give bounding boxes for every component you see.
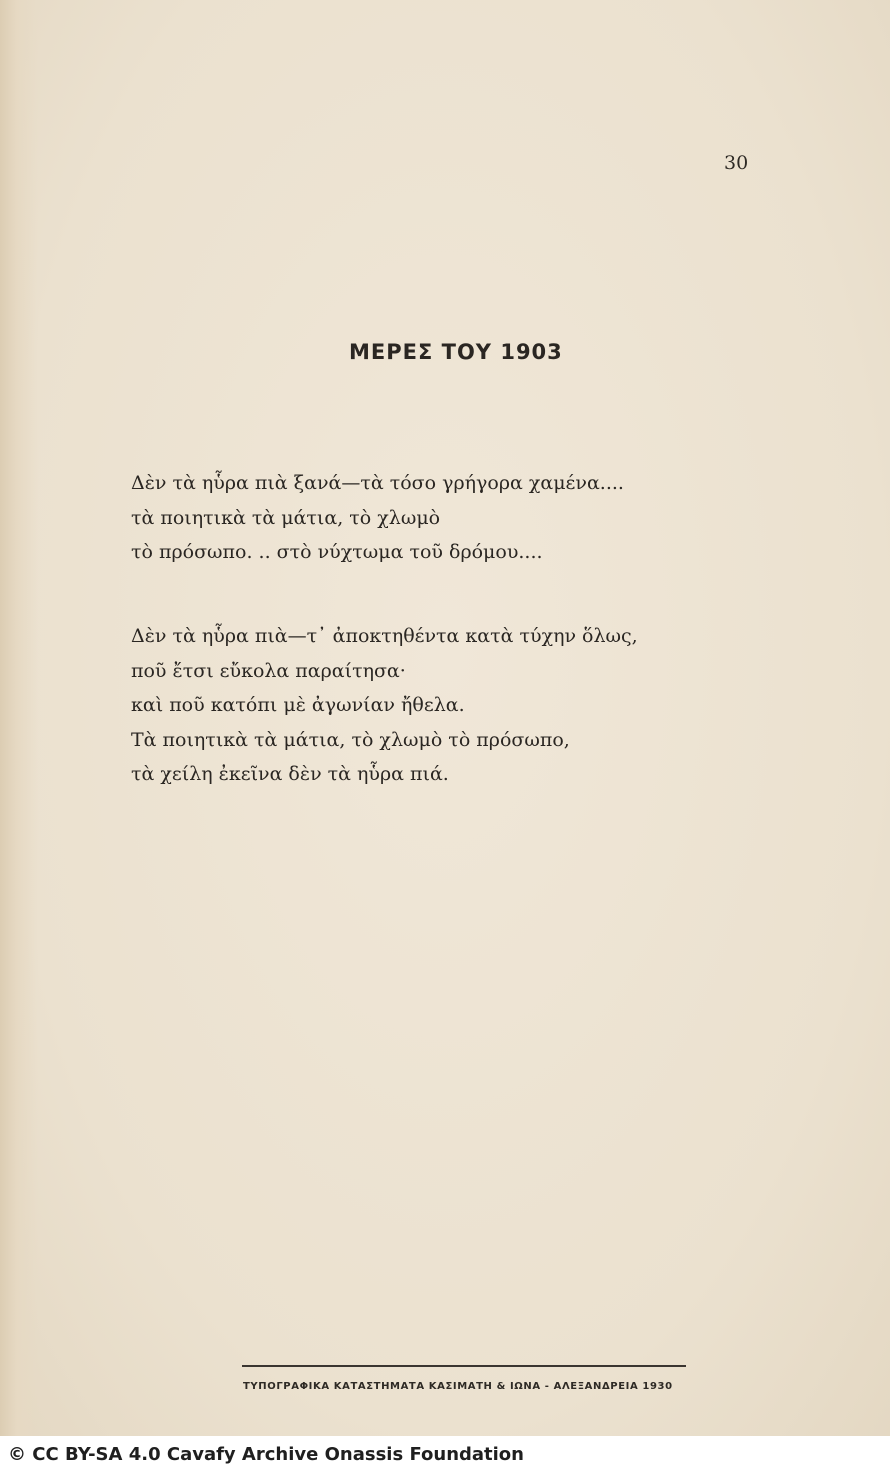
copyright-credit: © CC BY-SA 4.0 Cavafy Archive Onassis Foundation xyxy=(8,1444,524,1465)
poem-line: τὸ πρόσωπο. .. στὸ νύχτωμα τοῦ δρόμου.... xyxy=(131,541,543,563)
poem-line: τὰ ποιητικὰ τὰ μάτια, τὸ χλωμὸ xyxy=(131,506,441,529)
poem-title: ΜΕΡΕΣ ΤΟΥ 1903 xyxy=(349,340,563,364)
footer-divider xyxy=(242,1365,686,1367)
page-number: 30 xyxy=(724,152,749,174)
poem-line: καὶ ποῦ κατόπι μὲ ἀγωνίαν ἤθελα. xyxy=(131,694,465,716)
poem-line: ποῦ ἔτσι εὔκολα παραίτησα· xyxy=(131,659,406,682)
poem-line: Δὲν τὰ ηὗρα πιὰ ξανά—τὰ τόσο γρήγορα χαμένα.... xyxy=(131,472,624,494)
poem-line: Δὲν τὰ ηὗρα πιὰ—τ᾿ ἀποκτηθέντα κατὰ τύχην ὅλως, xyxy=(131,625,638,647)
poem-line: Τὰ ποιητικὰ τὰ μάτια, τὸ χλωμὸ τὸ πρόσωπο, xyxy=(131,728,570,751)
credit-bar xyxy=(0,1436,890,1477)
stanza-2 xyxy=(131,619,638,792)
stanza-1 xyxy=(131,466,624,570)
printer-imprint: ΤΥΠΟΓΡΑΦΙΚΑ ΚΑΤΑΣΤΗΜΑΤΑ ΚΑΣΙΜΑΤΗ & ΙΩΝΑ - ΑΛΕΞΑΝΔΡΕΙΑ 1930 xyxy=(243,1381,673,1392)
binding-shadow xyxy=(0,0,38,1436)
poem-line: τὰ χείλη ἐκεῖνα δὲν τὰ ηὗρα πιά. xyxy=(131,763,449,785)
